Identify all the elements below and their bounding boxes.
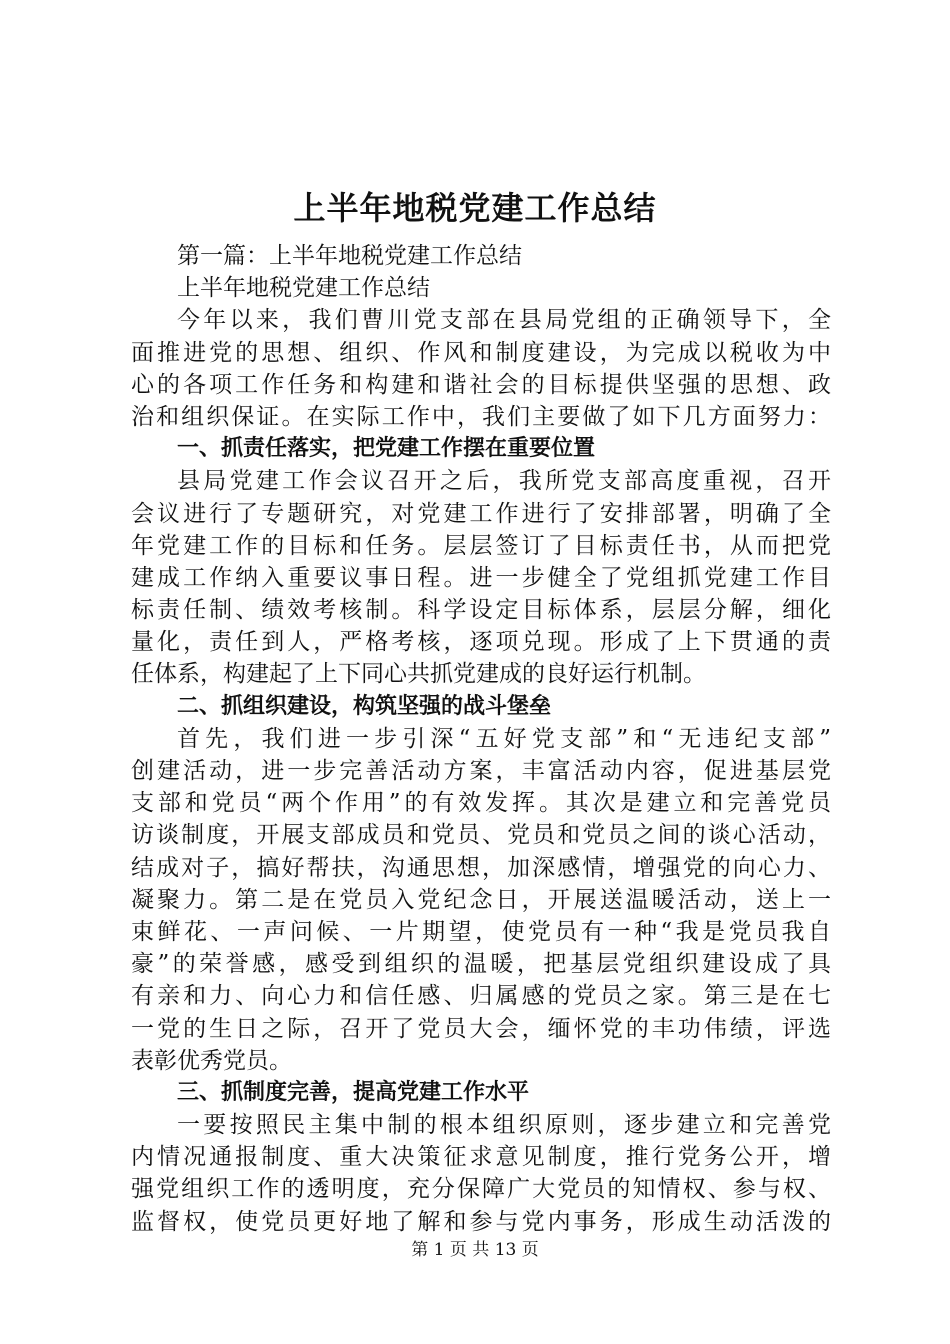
body-text-line: 创建活动，进一步完善活动方案，丰富活动内容，促进基层党 bbox=[131, 758, 831, 784]
body-text-line: 建成工作纳入重要议事日程。进一步健全了党组抓党建工作目 bbox=[131, 564, 831, 591]
body-text-line: 面推进党的思想、组织、作风和制度建设，为完成以税收为中 bbox=[131, 339, 831, 366]
body-text-line: 会议进行了专题研究，对党建工作进行了安排部署，明确了全 bbox=[131, 500, 831, 527]
body-text-line: 内情况通报制度、重大决策征求意见制度，推行党务公开，增 bbox=[131, 1144, 831, 1171]
body-text-line: 心的各项工作任务和构建和谐社会的目标提供坚强的思想、政 bbox=[131, 371, 831, 398]
body-text-line: 治和组织保证。在实际工作中，我们主要做了如下几方面努力： bbox=[131, 403, 831, 430]
body-text-line: 年党建工作的目标和任务。层层签订了目标责任书，从而把党 bbox=[131, 532, 831, 559]
body-text-line: 结成对子，搞好帮扶，沟通思想，加深感情，增强党的向心力、 bbox=[131, 854, 831, 881]
document-title: 上半年地税党建工作总结 bbox=[293, 189, 657, 227]
document-body bbox=[131, 240, 831, 1238]
body-text-line: 今年以来，我们曹川党支部在县局党组的正确领导下，全 bbox=[177, 307, 831, 334]
body-text-line: 束鲜花、一声问候、一片期望，使党员有一种“我是党员我自 bbox=[131, 918, 831, 945]
body-text-line: 表彰优秀党员。 bbox=[131, 1047, 292, 1074]
section-heading: 三、抓制度完善，提高党建工作水平 bbox=[177, 1079, 530, 1105]
section-heading: 二、抓组织建设，构筑坚强的战斗堡垒 bbox=[177, 693, 552, 719]
body-text-line: 一要按照民主集中制的根本组织原则，逐步建立和完善党 bbox=[177, 1112, 831, 1139]
page-number-footer: 第 1 页 共 13 页 bbox=[411, 1240, 539, 1260]
body-text-line: 上半年地税党建工作总结 bbox=[177, 275, 430, 302]
body-text-line: 访谈制度，开展支部成员和党员、党员和党员之间的谈心活动， bbox=[131, 822, 831, 849]
body-text-line: 县局党建工作会议召开之后，我所党支部高度重视，召开 bbox=[177, 468, 831, 495]
body-text-line: 支部和党员“两个作用”的有效发挥。其次是建立和完善党员 bbox=[131, 790, 831, 817]
body-text-line: 首先，我们进一步引深“五好党支部”和“无违纪支部” bbox=[177, 725, 831, 752]
body-text-line: 监督权，使党员更好地了解和参与党内事务，形成生动活泼的 bbox=[131, 1208, 831, 1235]
body-text-line: 凝聚力。第二是在党员入党纪念日，开展送温暖活动，送上一 bbox=[131, 886, 831, 913]
body-text-line: 一党的生日之际，召开了党员大会，缅怀党的丰功伟绩，评选 bbox=[131, 1015, 831, 1042]
body-text-line: 量化，责任到人，严格考核，逐项兑现。形成了上下贯通的责 bbox=[131, 629, 831, 656]
body-text-line: 有亲和力、向心力和信任感、归属感的党员之家。第三是在七 bbox=[131, 983, 831, 1010]
body-text-line: 豪”的荣誉感，感受到组织的温暖，把基层党组织建设成了具 bbox=[131, 951, 831, 978]
body-text-line: 任体系，构建起了上下同心共抓党建成的良好运行机制。 bbox=[131, 661, 706, 688]
body-text-line: 强党组织工作的透明度，充分保障广大党员的知情权、参与权、 bbox=[131, 1176, 831, 1203]
section-heading: 一、抓责任落实，把党建工作摆在重要位置 bbox=[177, 436, 596, 462]
body-text-line: 标责任制、绩效考核制。科学设定目标体系，层层分解，细化 bbox=[131, 597, 831, 624]
body-text-line: 第一篇：上半年地税党建工作总结 bbox=[177, 243, 522, 269]
